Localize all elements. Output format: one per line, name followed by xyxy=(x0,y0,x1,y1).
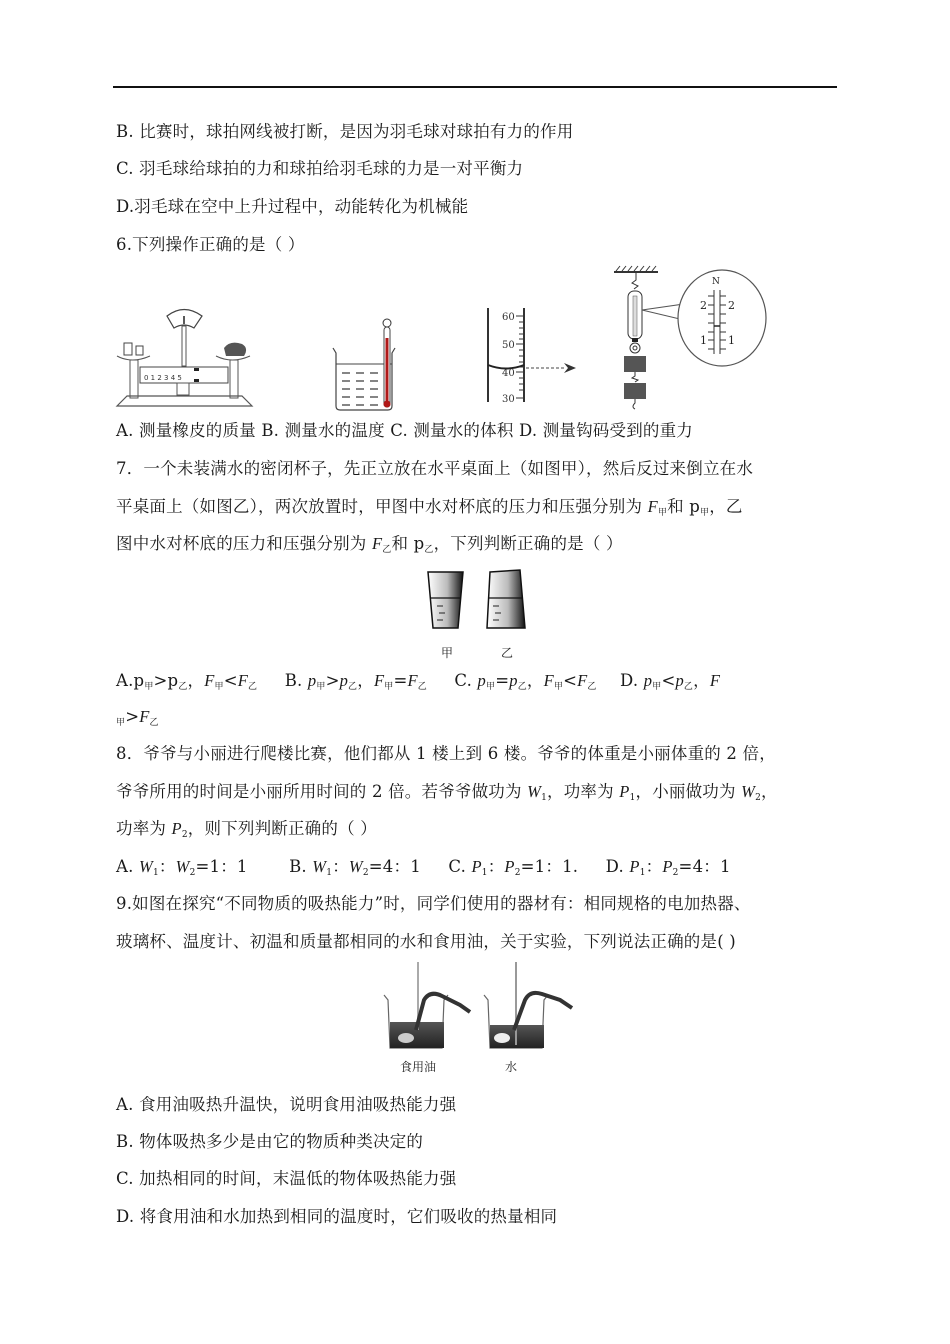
tick-50: 50 xyxy=(502,340,515,351)
fig-label-jia: 甲 xyxy=(441,646,454,660)
q8-option-d: D. $P_1$：$P_2=4$：1 xyxy=(605,857,731,878)
q6-options: A. 测量橡皮的质量 B. 测量水的温度 C. 测量水的体积 D. 测量钩码受到的重力 xyxy=(116,421,694,440)
fig-label-oil: 食用油 xyxy=(400,1060,437,1074)
tick-40: 40 xyxy=(502,368,515,379)
svg-text:1: 1 xyxy=(700,334,707,347)
q8-line2: 爷爷所用的时间是小丽所用时间的 2 倍。若爷爷做功为 $W_1$，功率为 $P_1$，小丽做功为 $W_2$， xyxy=(116,782,778,803)
tick-30: 30 xyxy=(502,394,515,405)
fig-label-yi: 乙 xyxy=(501,646,514,660)
balance-figure xyxy=(112,298,257,413)
cups-figure xyxy=(425,568,535,638)
q9-option-a: A. 食用油吸热升温快，说明食用油吸热能力强 xyxy=(116,1095,457,1114)
q6-stem: 6.下列操作正确的是（ ） xyxy=(116,235,305,254)
fig-label-water: 水 xyxy=(505,1060,518,1074)
q8-option-b: B. $W_1$：$W_2=4$：1 xyxy=(289,857,421,878)
q8-line1: 8．爷爷与小丽进行爬楼比赛，他们都从 1 楼上到 6 楼。爷爷的体重是小丽体重的 2 倍， xyxy=(116,744,776,763)
q7-option-a: $A.p_甲>p_乙$，$F_甲<F_乙$ xyxy=(116,671,258,692)
q5-option-c: C. 羽毛球给球拍的力和球拍给羽毛球的力是一对平衡力 xyxy=(116,159,524,178)
heating-experiment-figure xyxy=(380,960,580,1055)
q9-option-d: D. 将食用油和水加热到相同的温度时，它们吸收的热量相同 xyxy=(116,1207,558,1226)
q8-line3: 功率为 $P_2$，则下列判断正确的（ ） xyxy=(116,819,377,840)
beaker-thermometer-figure xyxy=(330,318,405,413)
q7-option-d-cont: $_甲>F_乙$ xyxy=(116,707,159,728)
q9-option-c: C. 加热相同的时间，末温低的物体吸热能力强 xyxy=(116,1169,457,1188)
q7-option-d: D. $p_甲<p_乙$，F xyxy=(620,671,721,692)
q8-option-c: C. $P_1$：$P_2=1$：1. xyxy=(448,857,579,878)
q7-options xyxy=(116,670,720,698)
q7-option-c: C. $p_甲=p_乙$，$F_甲<F_乙$ xyxy=(454,671,597,692)
scale-unit: N xyxy=(712,277,720,287)
q9-option-b: B. 物体吸热多少是由它的物质种类决定的 xyxy=(116,1132,424,1151)
q7-line3: 图中水对杯底的压力和压强分别为 $F_乙$和 $p_乙$，下列判断正确的是（ ） xyxy=(116,534,623,555)
q7-option-b: B. $p_甲>p_乙$，$F_甲=F_乙$ xyxy=(284,671,427,692)
q9-line2: 玻璃杯、温度计、初温和质量都相同的水和食用油，关于实验，下列说法正确的是( ) xyxy=(116,932,736,951)
spring-scale-figure xyxy=(612,264,772,412)
q9-line1: 9.如图在探究“不同物质的吸热能力”时，同学们使用的器材有：相同规格的电加热器、 xyxy=(116,894,751,913)
q8-option-a: A. $W_1$：$W_2=1$：1 xyxy=(116,857,248,878)
q7-line2: 平桌面上（如图乙），两次放置时，甲图中水对杯底的压力和压强分别为 $F_甲$和 $p_甲$，乙 xyxy=(116,497,743,518)
q8-options xyxy=(116,856,731,884)
svg-text:2: 2 xyxy=(700,299,707,312)
q7-line1: 7．一个未装满水的密闭杯子，先正立放在水平桌面上（如图甲），然后反过来倒立在水 xyxy=(116,459,754,478)
graduated-cylinder-figure xyxy=(484,306,584,406)
q5-option-b: B. 比赛时，球拍网线被打断，是因为羽毛球对球拍有力的作用 xyxy=(116,122,574,141)
svg-text:1: 1 xyxy=(728,334,735,347)
q5-option-d: D.羽毛球在空中上升过程中，动能转化为机械能 xyxy=(116,197,469,216)
header-rule xyxy=(113,86,837,88)
svg-text:2: 2 xyxy=(728,299,735,312)
svg-text:0 1 2 3 4 5: 0 1 2 3 4 5 xyxy=(144,374,182,382)
tick-60: 60 xyxy=(502,312,515,323)
